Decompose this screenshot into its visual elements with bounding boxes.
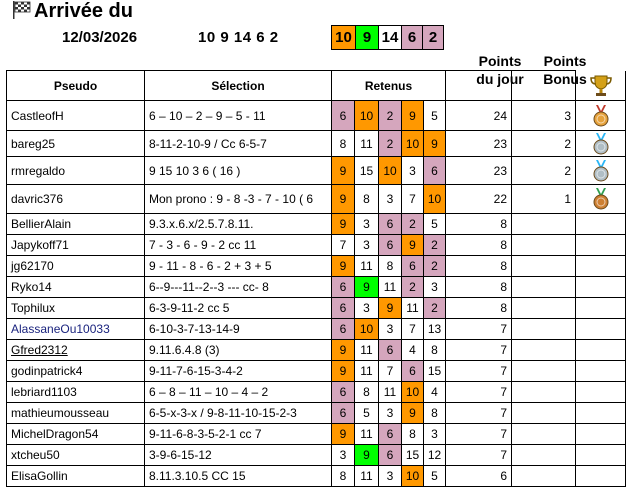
arrival-cell-1: 10 <box>331 25 356 50</box>
retenu-cell: 5 <box>355 403 379 424</box>
retenu-cell: 9 <box>332 185 355 214</box>
retenu-cell: 10 <box>424 185 446 214</box>
retenu-cell: 9 <box>402 235 424 256</box>
retenu-cell: 3 <box>424 277 446 298</box>
medal-cell <box>576 277 626 298</box>
points-bonus-cell <box>512 445 576 466</box>
retenu-cell: 3 <box>355 235 379 256</box>
retenu-cell: 11 <box>379 382 402 403</box>
pseudo-cell: Tophilux <box>7 298 145 319</box>
points-jour-cell: 23 <box>446 157 512 185</box>
retenu-cell: 11 <box>355 340 379 361</box>
points-jour-cell: 8 <box>446 256 512 277</box>
retenu-cell: 8 <box>379 256 402 277</box>
points-bonus-cell <box>512 340 576 361</box>
medal-cell <box>576 235 626 256</box>
retenu-cell: 3 <box>379 403 402 424</box>
table-row <box>7 382 626 403</box>
selection-cell: 6-5-x-3-x / 9-8-11-10-15-2-3 <box>145 403 332 424</box>
page-title <box>12 0 133 23</box>
points-jour-cell: 8 <box>446 298 512 319</box>
points-bonus-cell: 2 <box>512 131 576 157</box>
medal-cell <box>576 185 626 214</box>
points-bonus-cell <box>512 403 576 424</box>
medal-cell <box>576 424 626 445</box>
checkered-flag-icon <box>12 1 32 19</box>
selection-cell: 9-11-7-6-15-3-4-2 <box>145 361 332 382</box>
points-bonus-cell <box>512 382 576 403</box>
retenu-cell: 11 <box>402 298 424 319</box>
retenu-cell: 9 <box>332 256 355 277</box>
medal-cell <box>576 361 626 382</box>
retenu-cell: 3 <box>402 157 424 185</box>
arrival-cell-3: 14 <box>378 25 402 50</box>
silver-medal-icon <box>591 160 611 182</box>
medal-cell <box>576 101 626 131</box>
points-bonus-cell: 3 <box>512 101 576 131</box>
table-row <box>7 403 626 424</box>
retenu-cell: 11 <box>355 466 379 487</box>
retenu-cell: 5 <box>424 214 446 235</box>
retenu-cell: 2 <box>402 277 424 298</box>
retenu-cell: 2 <box>379 131 402 157</box>
retenu-cell: 5 <box>424 466 446 487</box>
table-row <box>7 256 626 277</box>
retenu-cell: 3 <box>379 319 402 340</box>
points-bonus-cell <box>512 214 576 235</box>
retenu-cell: 8 <box>402 424 424 445</box>
race-date: 12/03/2026 <box>62 29 138 46</box>
table-row <box>7 131 626 157</box>
pseudo-cell: Japykoff71 <box>7 235 145 256</box>
silver-medal-icon <box>591 133 611 155</box>
medal-cell <box>576 214 626 235</box>
table-row <box>7 340 626 361</box>
table-row <box>7 185 626 214</box>
arrival-cell-5: 2 <box>422 25 444 50</box>
pseudo-cell: Gfred2312 <box>7 340 145 361</box>
pseudo-cell: bareg25 <box>7 131 145 157</box>
results-table <box>6 70 626 487</box>
retenu-cell: 9 <box>332 424 355 445</box>
points-jour-cell: 7 <box>446 424 512 445</box>
points-jour-cell: 7 <box>446 319 512 340</box>
pseudo-cell: rmregaldo <box>7 157 145 185</box>
retenu-cell: 6 <box>332 298 355 319</box>
arrival-cell-4: 6 <box>401 25 423 50</box>
retenu-cell: 4 <box>424 382 446 403</box>
retenu-cell: 7 <box>332 235 355 256</box>
selection-cell: 6-10-3-7-13-14-9 <box>145 319 332 340</box>
pseudo-cell: jg62170 <box>7 256 145 277</box>
retenu-cell: 6 <box>332 277 355 298</box>
retenu-cell: 6 <box>379 445 402 466</box>
table-row <box>7 235 626 256</box>
points-jour-cell: 24 <box>446 101 512 131</box>
selection-cell: 6--9---11--2--3 --- cc- 8 <box>145 277 332 298</box>
selection-cell: 8.11.3.10.5 CC 15 <box>145 466 332 487</box>
pseudo-cell: MichelDragon54 <box>7 424 145 445</box>
medal-cell <box>576 403 626 424</box>
arrival-cell-2: 9 <box>355 25 379 50</box>
retenu-cell: 6 <box>424 157 446 185</box>
retenu-cell: 6 <box>379 424 402 445</box>
title-text: Arrivée du <box>34 0 133 22</box>
retenu-cell: 6 <box>332 403 355 424</box>
points-jour-cell: 7 <box>446 361 512 382</box>
retenu-cell: 9 <box>402 101 424 131</box>
table-row <box>7 157 626 185</box>
points-jour-cell: 8 <box>446 277 512 298</box>
col-header-pseudo: Pseudo <box>7 71 145 101</box>
retenu-cell: 7 <box>402 185 424 214</box>
retenu-cell: 15 <box>355 157 379 185</box>
table-row <box>7 424 626 445</box>
points-jour-cell: 6 <box>446 466 512 487</box>
pseudo-cell: godinpatrick4 <box>7 361 145 382</box>
retenu-cell: 3 <box>379 466 402 487</box>
selection-cell: 3-9-6-15-12 <box>145 445 332 466</box>
points-jour-cell: 7 <box>446 382 512 403</box>
points-bonus-header: Points Bonus <box>543 53 587 87</box>
retenu-cell: 6 <box>332 319 355 340</box>
medal-cell <box>576 157 626 185</box>
table-row <box>7 361 626 382</box>
points-jour-cell: 8 <box>446 214 512 235</box>
points-bonus-cell <box>512 319 576 340</box>
retenu-cell: 3 <box>355 298 379 319</box>
medal-cell <box>576 340 626 361</box>
retenu-cell: 2 <box>379 101 402 131</box>
points-bonus-cell <box>512 361 576 382</box>
retenu-cell: 10 <box>402 466 424 487</box>
table-row <box>7 319 626 340</box>
retenu-cell: 3 <box>355 214 379 235</box>
selection-cell: 9 15 10 3 6 ( 16 ) <box>145 157 332 185</box>
retenu-cell: 3 <box>379 185 402 214</box>
medal-cell <box>576 298 626 319</box>
retenu-cell: 10 <box>402 382 424 403</box>
retenu-cell: 7 <box>402 319 424 340</box>
retenu-cell: 12 <box>424 445 446 466</box>
retenu-cell: 6 <box>402 256 424 277</box>
points-bonus-cell <box>512 256 576 277</box>
retenu-cell: 11 <box>355 131 379 157</box>
retenu-cell: 10 <box>379 157 402 185</box>
selection-cell: 9.3.x.6.x/2.5.7.8.11. <box>145 214 332 235</box>
retenu-cell: 6 <box>379 235 402 256</box>
selection-cell: Mon prono : 9 - 8 -3 - 7 - 10 ( 6 <box>145 185 332 214</box>
pseudo-cell: CastleofH <box>7 101 145 131</box>
retenu-cell: 8 <box>424 403 446 424</box>
retenu-cell: 9 <box>402 403 424 424</box>
selection-cell: 8-11-2-10-9 / Cc 6-5-7 <box>145 131 332 157</box>
retenu-cell: 9 <box>424 131 446 157</box>
retenu-cell: 13 <box>424 319 446 340</box>
points-jour-cell: 22 <box>446 185 512 214</box>
col-header-retenus: Retenus <box>332 71 446 101</box>
selection-cell: 6 – 8 – 11 – 10 – 4 – 2 <box>145 382 332 403</box>
selection-cell: 9-11-6-8-3-5-2-1 cc 7 <box>145 424 332 445</box>
retenu-cell: 9 <box>332 361 355 382</box>
retenu-cell: 9 <box>332 340 355 361</box>
gold-medal-icon <box>591 105 611 127</box>
retenu-cell: 11 <box>355 256 379 277</box>
points-bonus-cell <box>512 424 576 445</box>
bronze-medal-icon <box>591 188 611 210</box>
medal-cell <box>576 319 626 340</box>
medal-cell <box>576 256 626 277</box>
retenu-cell: 15 <box>402 445 424 466</box>
table-row <box>7 466 626 487</box>
retenu-cell: 11 <box>355 361 379 382</box>
table-row <box>7 214 626 235</box>
retenu-cell: 3 <box>424 424 446 445</box>
retenu-cell: 9 <box>332 157 355 185</box>
pseudo-cell: xtcheu50 <box>7 445 145 466</box>
retenu-cell: 8 <box>355 185 379 214</box>
pseudo-cell: BellierAlain <box>7 214 145 235</box>
retenu-cell: 8 <box>424 340 446 361</box>
retenu-cell: 9 <box>379 298 402 319</box>
medal-cell <box>576 445 626 466</box>
retenu-cell: 2 <box>424 298 446 319</box>
pseudo-cell: ElisaGollin <box>7 466 145 487</box>
retenu-cell: 8 <box>332 131 355 157</box>
selection-cell: 9 - 11 - 8 - 6 - 2 + 3 + 5 <box>145 256 332 277</box>
retenu-cell: 9 <box>355 277 379 298</box>
retenu-cell: 11 <box>379 277 402 298</box>
medal-cell <box>576 466 626 487</box>
table-row <box>7 298 626 319</box>
retenu-cell: 6 <box>332 101 355 131</box>
pseudo-cell: Ryko14 <box>7 277 145 298</box>
selection-cell: 7 - 3 - 6 - 9 - 2 cc 11 <box>145 235 332 256</box>
points-jour-cell: 7 <box>446 403 512 424</box>
retenu-cell: 8 <box>332 466 355 487</box>
retenu-cell: 15 <box>424 361 446 382</box>
retenu-cell: 9 <box>355 445 379 466</box>
pseudo-cell: AlassaneOu10033 <box>7 319 145 340</box>
retenu-cell: 6 <box>379 340 402 361</box>
retenu-cell: 2 <box>424 256 446 277</box>
pseudo-cell: davric376 <box>7 185 145 214</box>
retenu-cell: 5 <box>424 101 446 131</box>
points-bonus-cell <box>512 277 576 298</box>
points-jour-cell: 23 <box>446 131 512 157</box>
retenu-cell: 6 <box>332 382 355 403</box>
retenu-cell: 3 <box>332 445 355 466</box>
points-bonus-cell <box>512 466 576 487</box>
retenu-cell: 10 <box>402 131 424 157</box>
pseudo-cell: lebriard1103 <box>7 382 145 403</box>
retenu-cell: 11 <box>355 424 379 445</box>
selection-cell: 9.11.6.4.8 (3) <box>145 340 332 361</box>
arrival-sequence: 10 9 14 6 2 <box>198 29 279 46</box>
table-row <box>7 277 626 298</box>
col-header-selection: Sélection <box>145 71 332 101</box>
table-row <box>7 101 626 131</box>
retenu-cell: 8 <box>355 382 379 403</box>
retenu-cell: 7 <box>379 361 402 382</box>
pseudo-cell: mathieumousseau <box>7 403 145 424</box>
selection-cell: 6-3-9-11-2 cc 5 <box>145 298 332 319</box>
points-jour-header: Points du jour <box>476 53 524 87</box>
retenu-cell: 6 <box>402 361 424 382</box>
points-jour-cell: 7 <box>446 340 512 361</box>
points-jour-cell: 7 <box>446 445 512 466</box>
points-bonus-cell: 2 <box>512 157 576 185</box>
retenu-cell: 10 <box>355 101 379 131</box>
medal-cell <box>576 131 626 157</box>
table-row <box>7 445 626 466</box>
points-bonus-cell <box>512 298 576 319</box>
retenu-cell: 2 <box>424 235 446 256</box>
retenu-cell: 9 <box>332 214 355 235</box>
points-jour-cell: 8 <box>446 235 512 256</box>
selection-cell: 6 – 10 – 2 – 9 – 5 - 11 <box>145 101 332 131</box>
retenu-cell: 2 <box>402 214 424 235</box>
points-bonus-cell <box>512 235 576 256</box>
retenu-cell: 10 <box>355 319 379 340</box>
medal-cell <box>576 382 626 403</box>
retenu-cell: 6 <box>379 214 402 235</box>
retenu-cell: 4 <box>402 340 424 361</box>
points-bonus-cell: 1 <box>512 185 576 214</box>
